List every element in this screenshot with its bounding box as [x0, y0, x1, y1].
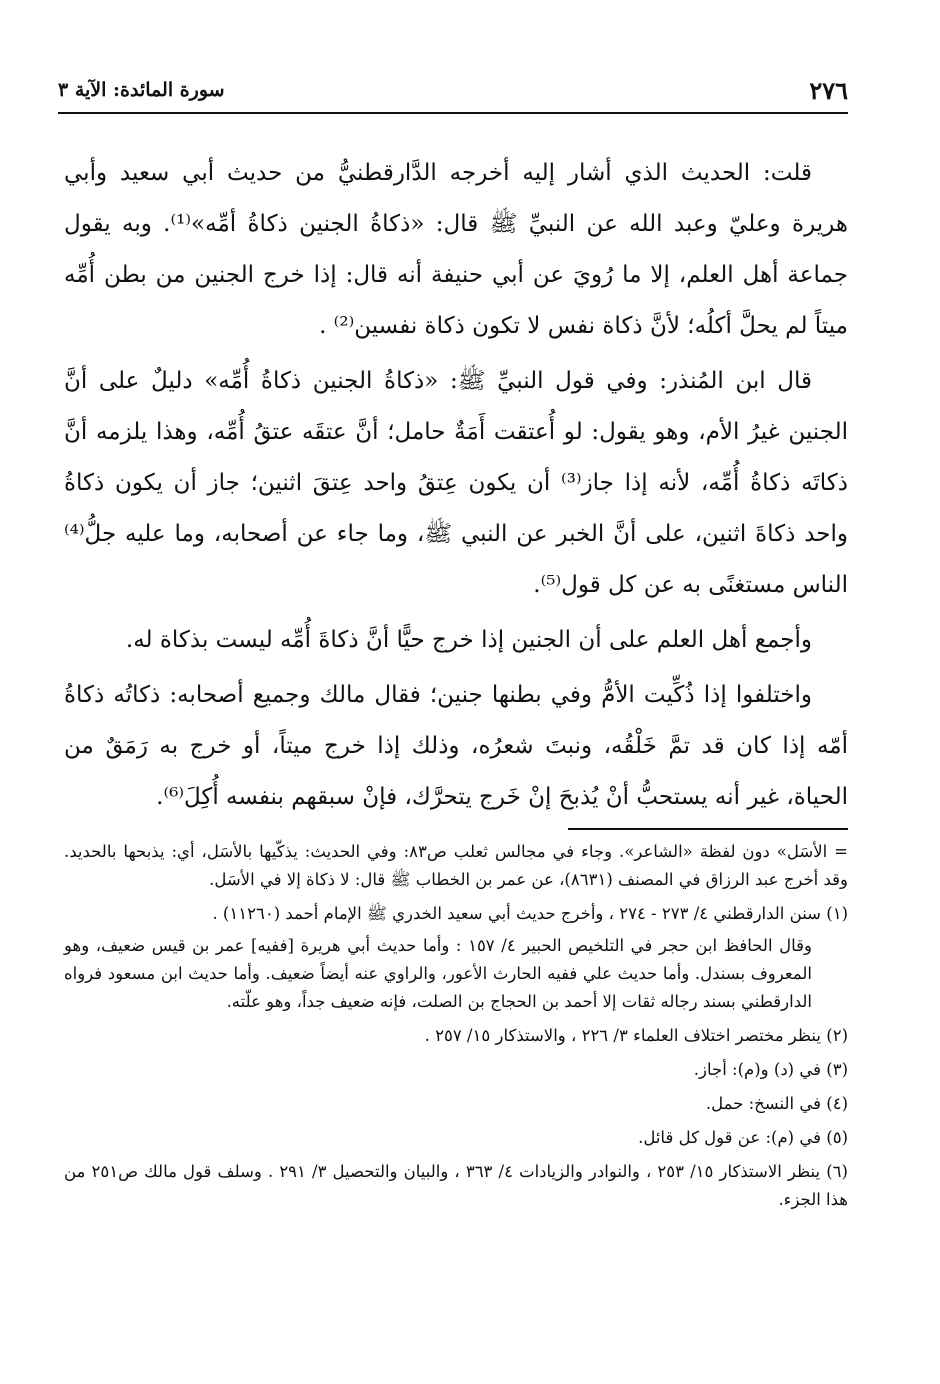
footnote-2: (٢) ينظر مختصر اختلاف العلماء ٣/ ٢٢٦ ، والاستذكار ١٥/ ٢٥٧ .	[424, 1026, 848, 1045]
page-header	[58, 70, 848, 110]
footnote-6: (٦) ينظر الاستذكار ١٥/ ٢٥٣ ، والنوادر والزيادات ٤/ ٣٦٣ ، والبيان والتحصيل ٣/ ٢٩١ . وسلف قول مالك ص٢٥١ من هذا الجزء.	[64, 1162, 848, 1209]
page-number: ٢٧٦	[809, 75, 848, 105]
header-rule	[58, 112, 848, 114]
footnote-1-continued: وقال الحافظ ابن حجر في التلخيص الحبير ٤/ ١٥٧ : وأما حديث أبي هريرة [ففيه] عمر بن قيس ضعيف، وهو المعروف بسندل. وأما حديث علي ففيه الحارث الأعور، والراوي عنه أيضاً ضعيف. وأما حديث ابن مسعود فرواه الدارقطني بسند رجاله ثقات إلا أحمد بن الحجاج بن الصلت، فإنه ضعيف جداً، وهو علّته.	[64, 936, 812, 1011]
footnotes	[64, 838, 848, 1220]
footnote-continuation: = الأسَل» دون لفظة «الشاعر». وجاء في مجالس ثعلب ص٨٣: وفي الحديث: يذكّيها بالأسَل، أي: يذبحها بالحديد. وقد أخرج عبد الرزاق في المصنف (٨٦٣١)، عن عمر بن الخطاب ﷺ قال: لا ذكاة إلا في الأسَل.	[64, 842, 848, 889]
running-head: سورة المائدة: الآية ٣	[58, 79, 225, 101]
main-text	[64, 148, 848, 823]
footnote-separator	[568, 828, 848, 830]
paragraph-4: واختلفوا إذا ذُكِّيت الأمُّ وفي بطنها جنين؛ فقال مالك وجميع أصحابه: ذكاتُه ذكاةُ أمّه إذا كان قد تمَّ خَلْقُه، ونبتَ شعرُه، وذلك إذا خرج ميتاً، أو خرج به رَمَقٌ من الحياة، غير أنه يستحبُّ أنْ يُذبحَ إنْ خَرج يتحرَّك، فإنْ سبقهم بنفسه أُكِلَ⁽⁶⁾.	[64, 682, 848, 810]
footnote-4: (٤) في النسخ: حمل.	[705, 1094, 848, 1113]
paragraph-1: قلت: الحديث الذي أشار إليه أخرجه الدَّارقطنيُّ من حديث أبي سعيد وأبي هريرة وعليّ وعبد الله عن النبيِّ ﷺ قال: «ذكاةُ الجنين ذكاةُ أمِّه»⁽¹⁾. وبه يقول جماعة أهل العلم، إلا ما رُويَ عن أبي حنيفة أنه قال: إذا خرج الجنين من بطن أُمِّه ميتاً لم يحلَّ أكلُه؛ لأنَّ ذكاة نفس لا تكون ذكاة نفسين⁽²⁾ .	[64, 160, 848, 339]
paragraph-2: قال ابن المُنذر: وفي قول النبيِّ ﷺ: «ذكاةُ الجنين ذكاةُ أُمِّه» دليلٌ على أنَّ الجنين غيرُ الأم، وهو يقول: لو أُعتقت أَمَةٌ حامل؛ أنَّ عتقَه عتقُ أُمِّه، وهذا يلزمه أنَّ ذكاتَه ذكاةُ أُمِّه، لأنه إذا جاز⁽³⁾ أن يكون عِتقُ واحد عِتقَ اثنين؛ جاز أن يكون ذكاةُ واحد ذكاةَ اثنين، على أنَّ الخبر عن النبي ﷺ، وما جاء عن أصحابه، وما عليه جلُّ⁽⁴⁾ الناس مستغنًى به عن كل قول⁽⁵⁾.	[64, 368, 849, 598]
paragraph-3: وأجمع أهل العلم على أن الجنين إذا خرج حيًّا أنَّ ذكاةَ أُمِّه ليست بذكاة له.	[125, 627, 812, 653]
footnote-3: (٣) في (د) و(م): أجاز.	[693, 1060, 848, 1079]
footnote-1: (١) سنن الدارقطني ٤/ ٢٧٣ - ٢٧٤ ، وأخرج حديث أبي سعيد الخدري ﷺ الإمام أحمد (١١٢٦٠) .	[212, 904, 848, 923]
footnote-5: (٥) في (م): عن قول كل قائل.	[638, 1128, 848, 1147]
